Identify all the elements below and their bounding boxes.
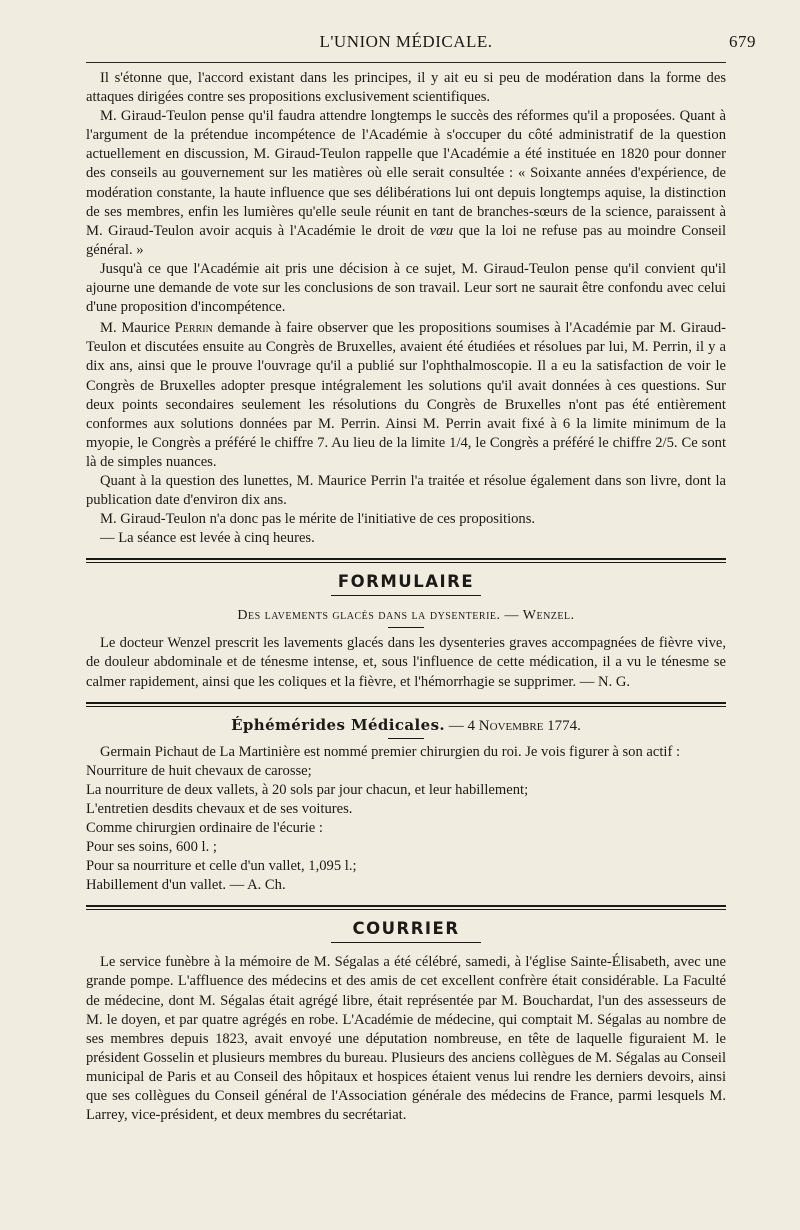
author-name: Perrin: [174, 320, 213, 337]
list-line: L'entretien desdits chevaux et de ses voitures.: [86, 800, 353, 817]
paragraph: [86, 319, 726, 472]
paragraph-text: M. Giraud-Teulon pense qu'il faudra attendre longtemps le succès des réformes qu'il a proposées. Quant à l'argument de la prétendue incompétence de l'Académie à s'occuper du côté administratif de la question actuellement en discussion, M. Giraud-Teulon rappelle que l'Académie a été instituée en 1820 pour donner des conseils au gouvernement sur les matières où elle serait consultée : « Soixante années d'expérience, de modération constante, la haute influence que ses délibérations lui ont depuis longtemps aquise, la distinction de ses membres, enfin les lumières qu'elle seule réunit en tant de branches-sœurs de la science, paraissent à M. Giraud-Teulon avoir acquis à l'Académie le droit de: [86, 108, 726, 239]
article-body: [86, 69, 726, 1125]
running-title: L'UNION MÉDICALE.: [319, 32, 493, 51]
section-divider: [86, 702, 726, 707]
paragraph: Le service funèbre à la mémoire de M. Ségalas a été célébré, samedi, à l'église Sainte-Élisabeth, avec une grande pompe. L'affluence des médecins et des amis de cet excellent confrère était considérable. La Faculté de médecine, dont M. Ségalas était agrégé libre, était représentée par M. Bouchardat, l'un des assesseurs de M. le doyen, et par quatre agrégés en robe. L'Académie de médecine, qui comptait M. Ségalas au nombre de ses membres depuis 1823, avait envoyé une députation nombreuse, en tête de laquelle figuraient M. le président Gosselin et plusieurs membres du bureau. Plusieurs des anciens collègues de M. Ségalas au Conseil municipal de Paris et au Conseil des hôpitaux et hospices étaient venus lui rendre les derniers devoirs, ainsi que ses collègues du Conseil général de l'Association générale des médecins de France, parmi lesquels M. Larrey, vice-président, et deux membres du secrétariat.: [86, 954, 726, 1124]
paragraph: Le docteur Wenzel prescrit les lavements glacés dans les dysenteries graves accompagnées de fièvre vive, de douleur abdominale et de ténesme intense, et, sous l'influence de cette médication, il a vu le ténesme se calmer rapidement, ainsi que les coliques et la fièvre, et l'hémorrhagie se supprimer. — N. G.: [86, 635, 726, 690]
paragraph-text: M. Maurice: [100, 320, 170, 337]
paragraph: Quant à la question des lunettes, M. Maurice Perrin l'a traitée et résolue également dans son livre, dont la publication date d'environ dix ans.: [86, 472, 726, 509]
paragraph: Il s'étonne que, l'accord existant dans les principes, il y ait eu si peu de modération dans la forme des attaques dirigées contre ses propositions exclusivement scientifiques.: [86, 70, 726, 106]
list-line: Pour ses soins, 600 l. ;: [86, 839, 217, 856]
section-divider: [86, 558, 726, 563]
title-underline: [331, 942, 481, 943]
subtitle-rule: [388, 738, 424, 739]
paragraph: M. Giraud-Teulon n'a donc pas le mérite de l'initiative de ces propositions.: [100, 511, 536, 528]
list-line: La nourriture de deux vallets, à 20 sols par jour chacun, et leur habillement;: [86, 781, 529, 798]
italic-word: vœu: [429, 222, 454, 239]
subtitle-rule: [388, 627, 424, 628]
paragraph-text: que la loi ne refuse pas au moindre Conseil général. »: [86, 222, 726, 258]
ephemerides-heading: [86, 715, 726, 736]
paragraph-text: demande à faire observer que les propositions soumises à l'Académie par M. Giraud-Teulon et discutées ensuite au Congrès de Bruxelles, avaient été étudiées et résolues par lui, M. Perrin, il y a dix ans, ainsi que le prouve l'ouvrage qu'il a publié sur l'ophthalmoscopie. Il a eu la satisfaction de voir le Congrès de Bruxelles adopter presque intégralement les solutions qu'il avait données à ces questions. Sur deux points secondaires seulement les résolutions du Congrès de Bruxelles n'ont pas été entièrement conformes aux solutions données par M. Perrin. Ainsi M. Perrin avait fixé à 6 la limite minimum de la myopie, le Congrès a préféré le chiffre 7. Au lieu de la limite 1/4, le Congrès a préféré le chiffre 2/5. Ce sont là de simples nuances.: [86, 320, 727, 470]
title-underline: [331, 595, 481, 596]
paragraph: [86, 107, 726, 260]
header-rule: [86, 62, 726, 63]
paragraph: — La séance est levée à cinq heures.: [100, 530, 315, 547]
list-line: Comme chirurgien ordinaire de l'écurie :: [86, 820, 323, 836]
list-line: Habillement d'un vallet. — A. Ch.: [86, 877, 286, 894]
list-line: Pour sa nourriture et celle d'un vallet, 1,095 l.;: [86, 858, 357, 875]
paragraph: Germain Pichaut de La Martinière est nommé premier chirurgien du roi. Je vois figurer à son actif :: [100, 743, 681, 760]
courrier-title: COURRIER: [352, 919, 460, 939]
page-number: 679: [729, 32, 756, 51]
formulaire-subtitle: Des lavements glacés dans la dysenterie. — Wenzel.: [237, 608, 575, 624]
section-divider: [86, 905, 726, 910]
ephemerides-date: — 4 Novembre 1774.: [448, 717, 581, 734]
list-line: Nourriture de huit chevaux de carosse;: [86, 762, 312, 779]
formulaire-title: FORMULAIRE: [337, 572, 475, 592]
running-header: [86, 32, 756, 56]
paragraph: Jusqu'à ce que l'Académie ait pris une décision à ce sujet, M. Giraud-Teulon pense qu'il convient qu'il ajourne une demande de vote sur les conclusions de son travail. Leur sort ne saurait être confondu avec celui d'une proposition d'incompétence.: [86, 260, 726, 316]
ephemerides-title: Éphémérides Médicales.: [231, 715, 446, 734]
